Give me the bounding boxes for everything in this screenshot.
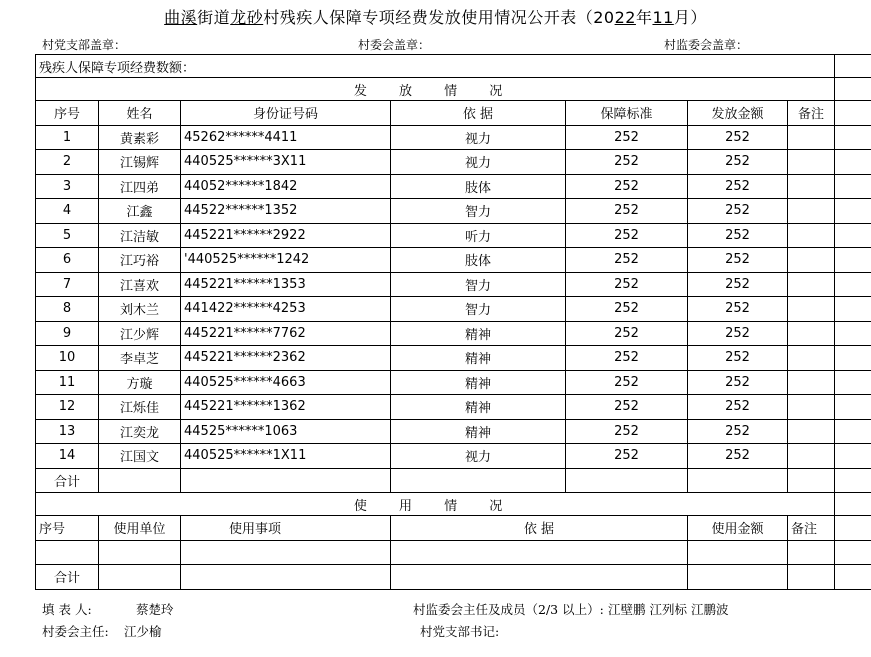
payment-amount: 252 xyxy=(688,272,788,297)
support-standard: 252 xyxy=(566,346,688,371)
usage-header-cell: 使用金额 xyxy=(688,516,788,541)
row-number: 1 xyxy=(36,125,99,150)
distribution-header-row xyxy=(36,101,871,126)
remark-cell xyxy=(788,297,835,322)
usage-header-cell: 备注 xyxy=(788,516,835,541)
edge-cell xyxy=(835,346,871,371)
usage-header-cell: 使用事项 xyxy=(181,516,391,541)
id-number: 445221******1362 xyxy=(181,395,391,420)
disability-basis: 智力 xyxy=(391,297,566,322)
edge-cell xyxy=(835,101,871,126)
payment-amount: 252 xyxy=(688,297,788,322)
title-main: 村残疾人保障专项经费发放使用情况公开表（ xyxy=(263,8,594,27)
empty-cell xyxy=(788,540,835,565)
row-number: 6 xyxy=(36,248,99,273)
supervision-members-names: 江壁鹏 江列标 江鹏波 xyxy=(608,602,729,617)
payment-amount: 252 xyxy=(688,395,788,420)
support-standard: 252 xyxy=(566,174,688,199)
row-number: 5 xyxy=(36,223,99,248)
remark-cell xyxy=(788,272,835,297)
committee-director-label: 村委会主任: xyxy=(42,624,109,639)
row-number: 11 xyxy=(36,370,99,395)
usage-header-cell: 序号 xyxy=(36,516,99,541)
distribution-section-title: 发 放 情 况 xyxy=(36,78,835,101)
title-year-label: 年 xyxy=(635,8,653,27)
id-number: 445221******2922 xyxy=(181,223,391,248)
payment-amount: 252 xyxy=(688,223,788,248)
support-standard: 252 xyxy=(566,248,688,273)
support-standard: 252 xyxy=(566,444,688,469)
recipient-name: 江少辉 xyxy=(99,321,181,346)
empty-cell xyxy=(391,540,688,565)
empty-cell xyxy=(99,565,181,590)
usage-row xyxy=(36,540,871,565)
disability-basis: 肢体 xyxy=(391,248,566,273)
row-number: 13 xyxy=(36,419,99,444)
title-place2: 龙砂 xyxy=(230,8,264,27)
table-row xyxy=(36,321,871,346)
disability-basis: 精神 xyxy=(391,370,566,395)
recipient-name: 江烁佳 xyxy=(99,395,181,420)
empty-cell xyxy=(181,565,391,590)
support-standard: 252 xyxy=(566,125,688,150)
total-label: 合计 xyxy=(36,468,99,493)
table-row xyxy=(36,199,871,224)
id-number: 44052******1842 xyxy=(181,174,391,199)
disability-basis: 智力 xyxy=(391,199,566,224)
remark-cell xyxy=(788,199,835,224)
row-number: 10 xyxy=(36,346,99,371)
title-month-label: 月） xyxy=(673,8,707,27)
row-number: 2 xyxy=(36,150,99,175)
committee-director-name: 江少榆 xyxy=(124,624,162,639)
edge-cell xyxy=(835,493,871,516)
empty-cell xyxy=(99,540,181,565)
row-number: 7 xyxy=(36,272,99,297)
row-number: 3 xyxy=(36,174,99,199)
payment-amount: 252 xyxy=(688,321,788,346)
id-number: 445221******1353 xyxy=(181,272,391,297)
remark-cell xyxy=(788,150,835,175)
support-standard: 252 xyxy=(566,199,688,224)
party-secretary-label: 村党支部书记: xyxy=(420,624,500,639)
edge-cell xyxy=(835,223,871,248)
recipient-name: 江喜欢 xyxy=(99,272,181,297)
table-row xyxy=(36,125,871,150)
table-row xyxy=(36,395,871,420)
disability-basis: 视力 xyxy=(391,125,566,150)
distribution-header-cell: 身份证号码 xyxy=(181,101,391,126)
remark-cell xyxy=(788,321,835,346)
support-standard: 252 xyxy=(566,150,688,175)
support-standard: 252 xyxy=(566,370,688,395)
edge-cell xyxy=(835,370,871,395)
edge-cell xyxy=(835,55,871,78)
recipient-name: 江鑫 xyxy=(99,199,181,224)
distribution-header-cell: 姓名 xyxy=(99,101,181,126)
disability-basis: 精神 xyxy=(391,346,566,371)
distribution-header-cell: 序号 xyxy=(36,101,99,126)
total-label: 合计 xyxy=(36,565,99,590)
remark-cell xyxy=(788,346,835,371)
support-standard: 252 xyxy=(566,272,688,297)
usage-header-cell: 依 据 xyxy=(391,516,688,541)
table-row xyxy=(36,223,871,248)
remark-cell xyxy=(788,395,835,420)
title-unit1: 街道 xyxy=(197,8,231,27)
edge-cell xyxy=(835,395,871,420)
empty-cell xyxy=(788,565,835,590)
edge-cell xyxy=(835,540,871,565)
payment-amount: 252 xyxy=(688,248,788,273)
usage-header-row xyxy=(36,516,871,541)
recipient-name: 江奕龙 xyxy=(99,419,181,444)
table-row xyxy=(36,346,871,371)
payment-amount: 252 xyxy=(688,174,788,199)
remark-cell xyxy=(788,248,835,273)
empty-cell xyxy=(688,565,788,590)
usage-header-cell: 使用单位 xyxy=(99,516,181,541)
id-number: 44525******1063 xyxy=(181,419,391,444)
disability-basis: 视力 xyxy=(391,444,566,469)
row-number: 8 xyxy=(36,297,99,322)
empty-cell xyxy=(181,468,391,493)
edge-cell xyxy=(835,248,871,273)
distribution-header-cell: 依 据 xyxy=(391,101,566,126)
id-number: '440525******1242 xyxy=(181,248,391,273)
title-year-suffix: 22 xyxy=(614,8,636,27)
recipient-name: 黄素彩 xyxy=(99,125,181,150)
id-number: 445221******7762 xyxy=(181,321,391,346)
disability-basis: 精神 xyxy=(391,321,566,346)
support-standard: 252 xyxy=(566,297,688,322)
disability-basis: 智力 xyxy=(391,272,566,297)
distribution-header-cell: 保障标准 xyxy=(566,101,688,126)
title-place1: 曲溪 xyxy=(164,8,198,27)
disability-basis: 精神 xyxy=(391,395,566,420)
payment-amount: 252 xyxy=(688,419,788,444)
recipient-name: 江锡辉 xyxy=(99,150,181,175)
recipient-name: 刘木兰 xyxy=(99,297,181,322)
id-number: 440525******1X11 xyxy=(181,444,391,469)
remark-cell xyxy=(788,223,835,248)
row-number: 4 xyxy=(36,199,99,224)
row-number: 14 xyxy=(36,444,99,469)
title-year-prefix: 20 xyxy=(593,8,615,27)
recipient-name: 江洁敏 xyxy=(99,223,181,248)
supervision-seal-label: 村监委会盖章： xyxy=(664,38,749,52)
empty-cell xyxy=(688,540,788,565)
edge-cell xyxy=(835,78,871,101)
table-row xyxy=(36,370,871,395)
support-standard: 252 xyxy=(566,321,688,346)
empty-cell xyxy=(788,468,835,493)
usage-section-title: 使 用 情 况 xyxy=(36,493,835,516)
edge-cell xyxy=(835,468,871,493)
empty-cell xyxy=(566,468,688,493)
payment-amount: 252 xyxy=(688,125,788,150)
disability-basis: 精神 xyxy=(391,419,566,444)
id-number: 45262******4411 xyxy=(181,125,391,150)
id-number: 44522******1352 xyxy=(181,199,391,224)
edge-cell xyxy=(835,516,871,541)
fund-amount-label: 残疾人保障专项经费数额： xyxy=(36,55,835,78)
edge-cell xyxy=(835,272,871,297)
payment-amount: 252 xyxy=(688,346,788,371)
edge-cell xyxy=(835,199,871,224)
distribution-header-cell: 备注 xyxy=(788,101,835,126)
id-number: 445221******2362 xyxy=(181,346,391,371)
title-month: 11 xyxy=(652,8,674,27)
edge-cell xyxy=(835,565,871,590)
table-row xyxy=(36,297,871,322)
edge-cell xyxy=(835,297,871,322)
recipient-name: 方璇 xyxy=(99,370,181,395)
party-seal-label: 村党支部盖章： xyxy=(42,38,127,52)
filler-label: 填 表 人: xyxy=(42,602,92,617)
disability-fund-table xyxy=(35,54,871,590)
recipient-name: 江国文 xyxy=(99,444,181,469)
remark-cell xyxy=(788,125,835,150)
edge-cell xyxy=(835,444,871,469)
usage-total-row xyxy=(36,565,871,590)
table-row xyxy=(36,272,871,297)
support-standard: 252 xyxy=(566,223,688,248)
remark-cell xyxy=(788,174,835,199)
committee-seal-label: 村委会盖章： xyxy=(358,38,431,52)
id-number: 440525******4663 xyxy=(181,370,391,395)
remark-cell xyxy=(788,444,835,469)
remark-cell xyxy=(788,370,835,395)
id-number: 440525******3X11 xyxy=(181,150,391,175)
payment-amount: 252 xyxy=(688,444,788,469)
edge-cell xyxy=(835,125,871,150)
disability-basis: 肢体 xyxy=(391,174,566,199)
supervision-members-label: 村监委会主任及成员（2/3 以上）: xyxy=(413,602,604,617)
payment-amount: 252 xyxy=(688,150,788,175)
recipient-name: 江四弟 xyxy=(99,174,181,199)
empty-cell xyxy=(391,565,688,590)
support-standard: 252 xyxy=(566,419,688,444)
id-number: 441422******4253 xyxy=(181,297,391,322)
table-row xyxy=(36,174,871,199)
distribution-total-row xyxy=(36,468,871,493)
disability-basis: 视力 xyxy=(391,150,566,175)
recipient-name: 李卓芝 xyxy=(99,346,181,371)
row-number: 9 xyxy=(36,321,99,346)
payment-amount: 252 xyxy=(688,370,788,395)
table-row xyxy=(36,248,871,273)
edge-cell xyxy=(835,419,871,444)
table-row xyxy=(36,150,871,175)
support-standard: 252 xyxy=(566,395,688,420)
empty-cell xyxy=(36,540,99,565)
row-number: 12 xyxy=(36,395,99,420)
edge-cell xyxy=(835,174,871,199)
empty-cell xyxy=(688,468,788,493)
filler-name: 蔡楚玲 xyxy=(136,602,174,617)
table-row xyxy=(36,444,871,469)
recipient-name: 江巧裕 xyxy=(99,248,181,273)
remark-cell xyxy=(788,419,835,444)
edge-cell xyxy=(835,321,871,346)
table-row xyxy=(36,419,871,444)
payment-amount: 252 xyxy=(688,199,788,224)
empty-cell xyxy=(99,468,181,493)
distribution-header-cell: 发放金额 xyxy=(688,101,788,126)
empty-cell xyxy=(391,468,566,493)
page-title xyxy=(0,5,871,28)
edge-cell xyxy=(835,150,871,175)
disability-basis: 听力 xyxy=(391,223,566,248)
empty-cell xyxy=(181,540,391,565)
